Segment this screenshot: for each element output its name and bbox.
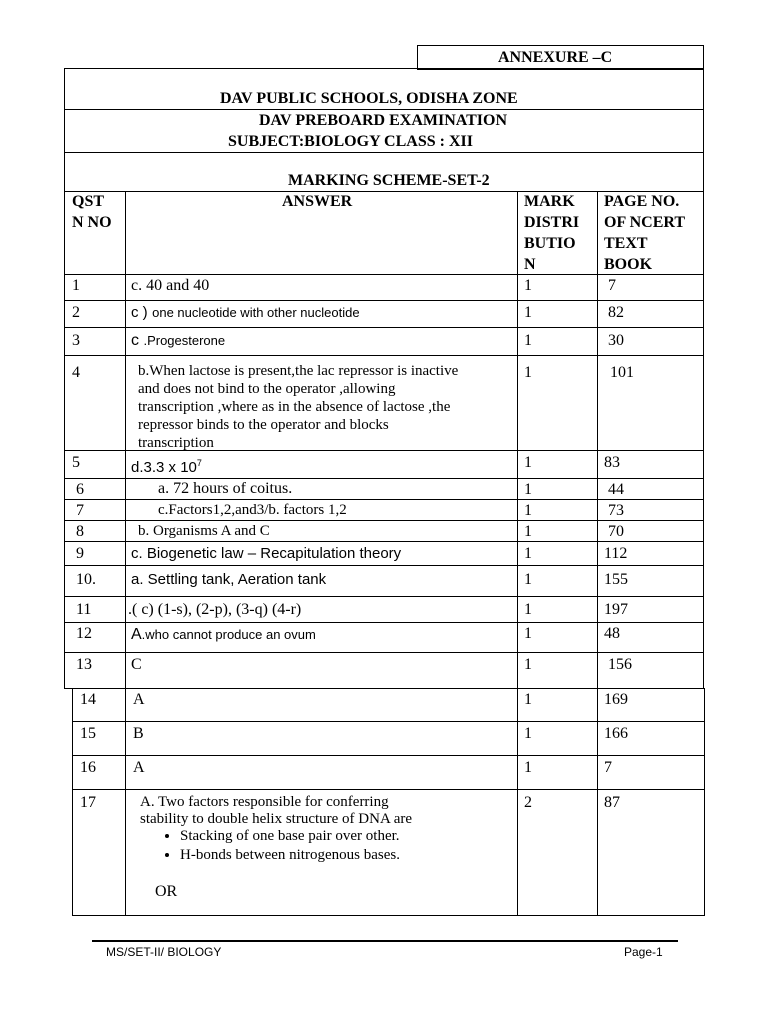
answer-body: .Progesterone [143, 333, 226, 348]
mark-value: 1 [524, 571, 532, 588]
row-divider [64, 520, 704, 521]
q-number: 6 [76, 481, 84, 498]
bullet-item: • Stacking of one base pair over other. [180, 827, 514, 846]
mark-value: 1 [524, 481, 532, 498]
mark-value: 1 [524, 759, 532, 776]
answer-text: b. Organisms A and C [138, 523, 270, 539]
q-number: 17 [80, 794, 96, 811]
answer-line: repressor binds to the operator and blocks [138, 417, 389, 433]
page-number: 169 [604, 691, 628, 708]
answer-text [131, 304, 360, 322]
mark-value: 1 [524, 523, 532, 540]
col-divider [517, 191, 518, 689]
annexure-label: ANNEXURE –C [498, 49, 613, 66]
answer-text: .( c) (1-s), (2-p), (3-q) (4-r) [128, 601, 302, 618]
answer-bullets [134, 827, 514, 865]
mark-value: 1 [524, 332, 532, 349]
q-number: 2 [72, 304, 80, 321]
row-divider [64, 596, 704, 597]
q-number: 16 [80, 759, 96, 776]
page-number: 83 [604, 454, 620, 471]
col-mark-2: DISTRI [524, 214, 580, 231]
col-answer: ANSWER [282, 193, 353, 210]
col-mark-3: BUTIO [524, 235, 576, 252]
school-title: DAV PUBLIC SCHOOLS, ODISHA ZONE [220, 90, 518, 107]
mark-value: 1 [524, 601, 532, 618]
col-page-2: OF NCERT [604, 214, 686, 231]
q-number: 5 [72, 454, 80, 471]
q-number: 14 [80, 691, 96, 708]
marking-scheme-title: MARKING SCHEME-SET-2 [288, 172, 490, 189]
answer-text [131, 626, 316, 644]
bullet-list [134, 827, 514, 865]
q-number: 12 [76, 625, 92, 642]
row-divider [64, 499, 704, 500]
answer-line: b.When lactose is present,the lac repressor is inactive [138, 363, 459, 379]
annexure-box [417, 45, 704, 70]
page-number: 7 [604, 759, 612, 776]
page-number: 197 [604, 601, 628, 618]
col-divider [517, 688, 518, 916]
page-number: 70 [608, 523, 624, 540]
page-number: 30 [608, 332, 624, 349]
answer-line: transcription ,where as in the absence of lactose ,the [138, 399, 451, 415]
q-number: 10. [76, 571, 96, 588]
q-number: 9 [76, 545, 84, 562]
answer-body: d.3.3 x 10 [131, 459, 197, 476]
q-number: 8 [76, 523, 84, 540]
answer-prefix: A [131, 626, 142, 643]
col-page-3: TEXT [604, 235, 648, 252]
q-number: 13 [76, 656, 92, 673]
page-number: 112 [604, 545, 628, 562]
col-divider [125, 688, 126, 916]
mark-value: 1 [524, 364, 532, 381]
mark-value: 1 [524, 691, 532, 708]
answer-text: c. Biogenetic law – Recapitulation theory [131, 545, 402, 562]
answer-line: A. Two factors responsible for conferring [140, 794, 389, 810]
col-mark-1: MARK [524, 193, 575, 210]
col-page-4: BOOK [604, 256, 653, 273]
mark-value: 1 [524, 454, 532, 471]
row-divider [64, 274, 704, 275]
answer-line: transcription [138, 435, 214, 451]
answer-text: a. Settling tank, Aeration tank [131, 571, 327, 588]
answer-prefix: c ) [131, 304, 148, 321]
mark-value: 2 [524, 794, 532, 811]
row-divider [64, 565, 704, 566]
page-number: 101 [610, 364, 634, 381]
row-divider [64, 541, 704, 542]
page-number: 44 [608, 481, 624, 498]
q-number: 7 [76, 502, 84, 519]
page-number: 73 [608, 502, 624, 519]
mark-value: 1 [524, 304, 532, 321]
q-number: 11 [76, 601, 92, 618]
answer-text [131, 332, 225, 350]
answer-exponent: 7 [196, 458, 202, 468]
mark-value: 1 [524, 625, 532, 642]
col-divider [597, 191, 598, 689]
answer-text: A [133, 691, 145, 708]
page-number: 156 [608, 656, 632, 673]
mark-value: 1 [524, 277, 532, 294]
bullet-item: • H-bonds between nitrogenous bases. [180, 846, 514, 865]
q-number: 1 [72, 277, 80, 294]
page-number: 155 [604, 571, 628, 588]
col-qno-1: QST [72, 193, 105, 210]
answer-text: A [133, 759, 145, 776]
mark-value: 1 [524, 545, 532, 562]
col-divider [125, 191, 126, 689]
row-divider [72, 789, 705, 790]
exam-title: DAV PREBOARD EXAMINATION [259, 112, 508, 129]
answer-line: stability to double helix structure of DNA are [140, 811, 413, 827]
footer-rule [92, 940, 678, 942]
row-divider [64, 355, 704, 356]
page-number: 48 [604, 625, 620, 642]
mark-value: 1 [524, 725, 532, 742]
q-number: 4 [72, 364, 80, 381]
answer-prefix: c [131, 332, 139, 349]
col-qno-2: N NO [72, 214, 112, 231]
answer-text: C [131, 656, 142, 673]
answer-or: OR [155, 883, 178, 900]
mark-value: 1 [524, 502, 532, 519]
row-divider [72, 755, 705, 756]
q-number: 15 [80, 725, 96, 742]
row-divider [64, 652, 704, 653]
answer-line: and does not bind to the operator ,allowing [138, 381, 396, 397]
col-divider [597, 688, 598, 916]
q-number: 3 [72, 332, 80, 349]
answer-text: c.Factors1,2,and3/b. factors 1,2 [158, 502, 347, 518]
col-page-1: PAGE NO. [604, 193, 680, 210]
footer-right: Page-1 [624, 945, 663, 959]
row-divider [64, 327, 704, 328]
row-divider [64, 300, 704, 301]
divider [64, 152, 704, 153]
row-divider [64, 622, 704, 623]
page-number: 7 [608, 277, 616, 294]
answer-body: one nucleotide with other nucleotide [152, 305, 360, 320]
answer-text: a. 72 hours of coitus. [158, 480, 293, 497]
page-number: 82 [608, 304, 624, 321]
answer-text: c. 40 and 40 [131, 277, 210, 294]
subject-title: SUBJECT:BIOLOGY CLASS : XII [228, 133, 473, 150]
mark-value: 1 [524, 656, 532, 673]
page-number: 87 [604, 794, 620, 811]
page-number: 166 [604, 725, 628, 742]
answer-body: .who cannot produce an ovum [141, 627, 316, 642]
col-mark-4: N [524, 256, 536, 273]
row-divider [64, 478, 704, 479]
answer-text [131, 454, 202, 477]
row-divider [72, 721, 705, 722]
footer-left: MS/SET-II/ BIOLOGY [106, 945, 222, 959]
answer-text: B [133, 725, 144, 742]
